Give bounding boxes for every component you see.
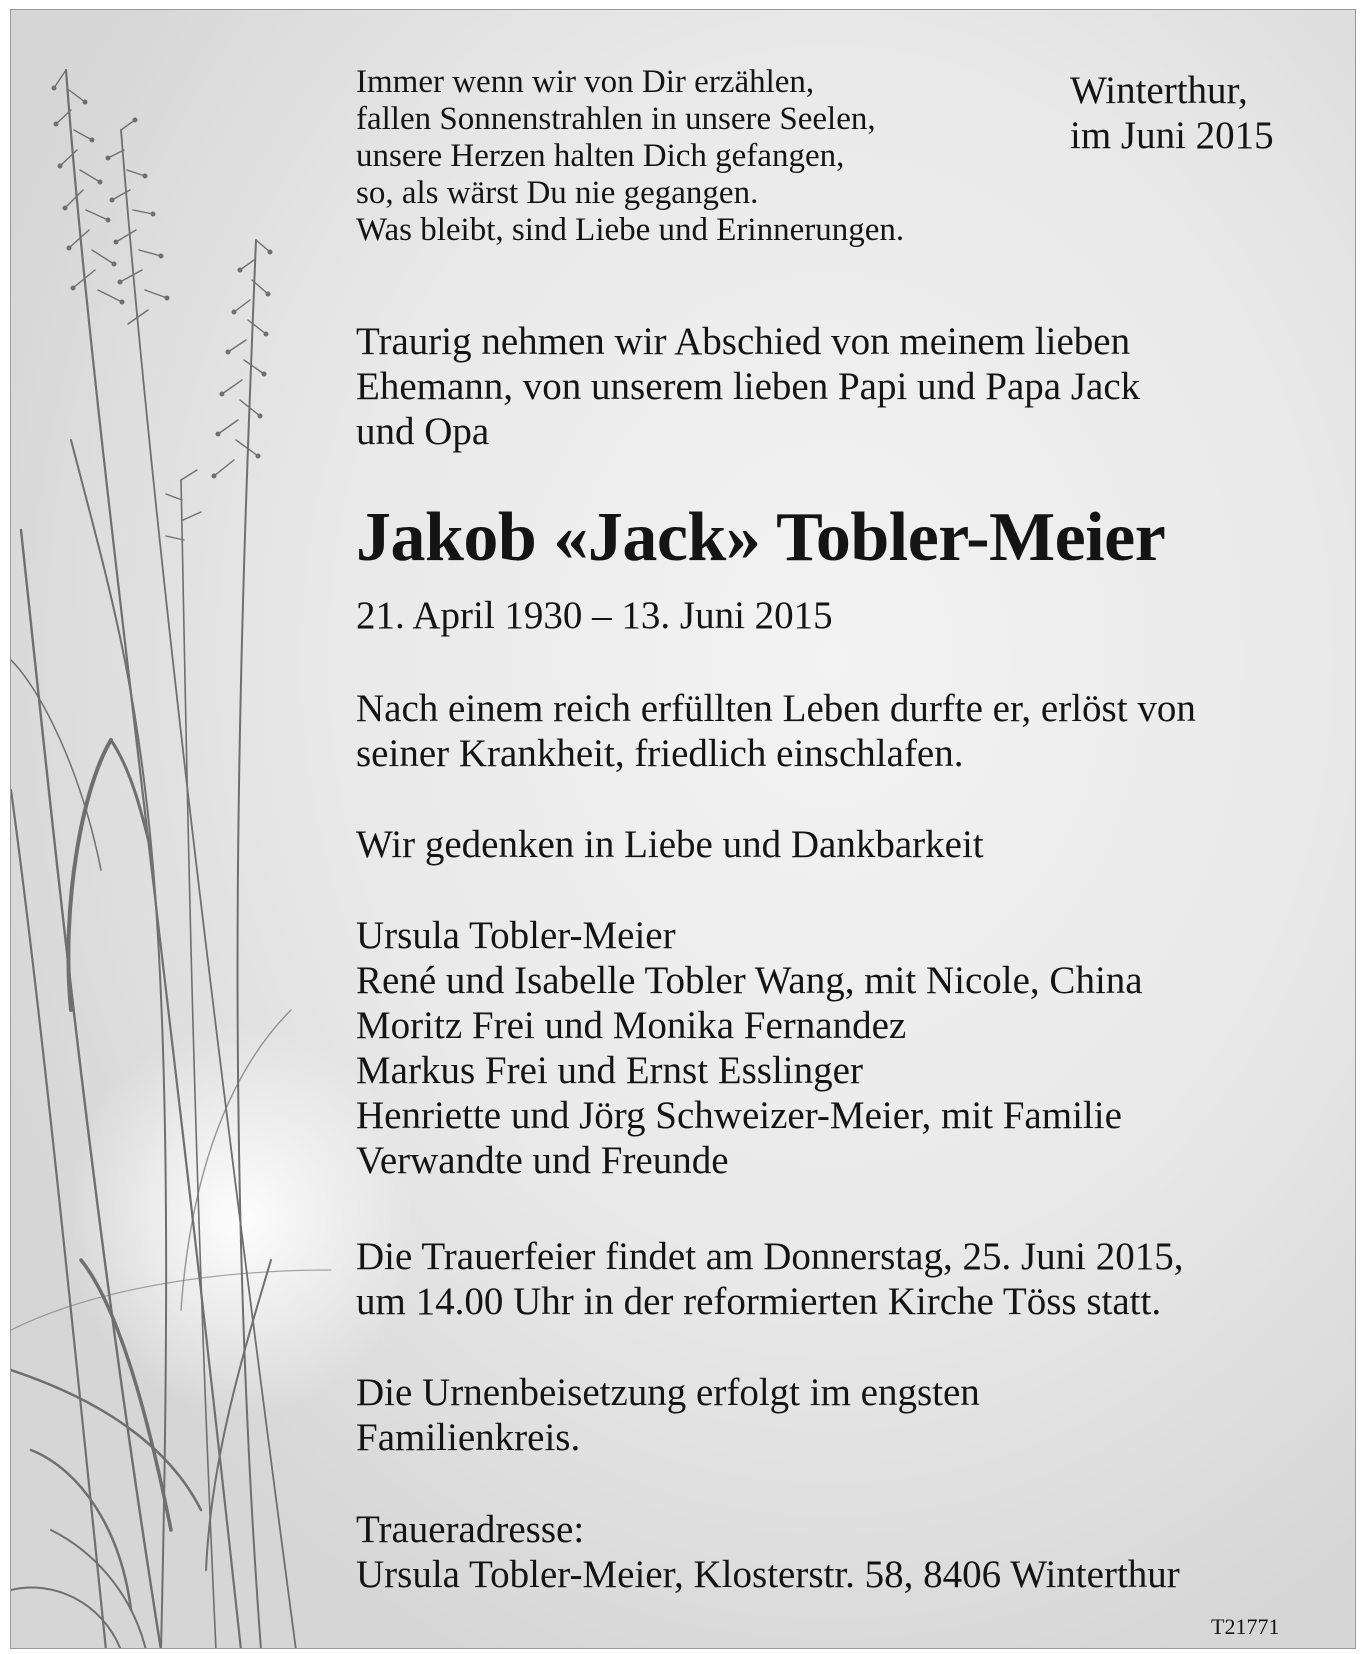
mourner-item: Ursula Tobler-Meier	[356, 914, 676, 957]
service-line: Die Trauerfeier findet am Donnerstag, 25. Juni 2015,	[356, 1235, 1184, 1278]
passing-line: Nach einem reich erfüllten Leben durfte er, erlöst von	[356, 687, 1196, 730]
passing-text	[356, 686, 1196, 776]
grass-stalks-illustration	[11, 10, 341, 1649]
poem-line: fallen Sonnenstrahlen in unsere Seelen,	[356, 101, 876, 137]
place-date: im Juni 2015	[1070, 114, 1274, 157]
intro-line: Traurig nehmen wir Abschied von meinem lieben	[356, 320, 1131, 363]
remembrance-text: Wir gedenken in Liebe und Dankbarkeit	[356, 823, 984, 866]
place-city: Winterthur,	[1070, 69, 1248, 112]
burial-text	[356, 1370, 980, 1460]
poem	[356, 64, 904, 249]
life-dates: 21. April 1930 – 13. Juni 2015	[356, 594, 833, 637]
deceased-name: Jakob «Jack» Tobler-Meier	[356, 499, 1166, 576]
passing-line: seiner Krankheit, friedlich einschlafen.	[356, 732, 964, 775]
mourner-item: Markus Frei und Ernst Esslinger	[356, 1049, 863, 1092]
intro-text	[356, 319, 1140, 454]
burial-line: Die Urnenbeisetzung erfolgt im engsten	[356, 1371, 980, 1414]
intro-line: Ehemann, von unserem lieben Papi und Papa Jack	[356, 365, 1141, 408]
mourner-item: Henriette und Jörg Schweizer-Meier, mit Familie	[356, 1094, 1122, 1137]
service-text	[356, 1234, 1184, 1324]
service-line: um 14.00 Uhr in der reformierten Kirche Töss statt.	[356, 1280, 1162, 1323]
poem-line: Immer wenn wir von Dir erzählen,	[356, 64, 815, 100]
mourner-item: René und Isabelle Tobler Wang, mit Nicole, China	[356, 959, 1143, 1002]
poem-line: so, als wärst Du nie gegangen.	[356, 175, 759, 211]
reference-code: T21771	[1211, 1614, 1280, 1639]
intro-line: und Opa	[356, 410, 490, 453]
mourning-address	[356, 1507, 1180, 1597]
address-label: Traueradresse:	[356, 1508, 585, 1551]
poem-line: unsere Herzen halten Dich gefangen,	[356, 138, 845, 174]
mourners-list	[356, 913, 1143, 1183]
poem-line: Was bleibt, sind Liebe und Erinnerungen.	[356, 212, 905, 248]
mourner-item: Verwandte und Freunde	[356, 1139, 729, 1182]
obituary-frame	[10, 9, 1356, 1649]
mourner-item: Moritz Frei und Monika Fernandez	[356, 1004, 907, 1047]
place-and-date	[1070, 68, 1274, 158]
burial-line: Familienkreis.	[356, 1416, 581, 1459]
address-value: Ursula Tobler-Meier, Klosterstr. 58, 8406 Winterthur	[356, 1553, 1180, 1596]
